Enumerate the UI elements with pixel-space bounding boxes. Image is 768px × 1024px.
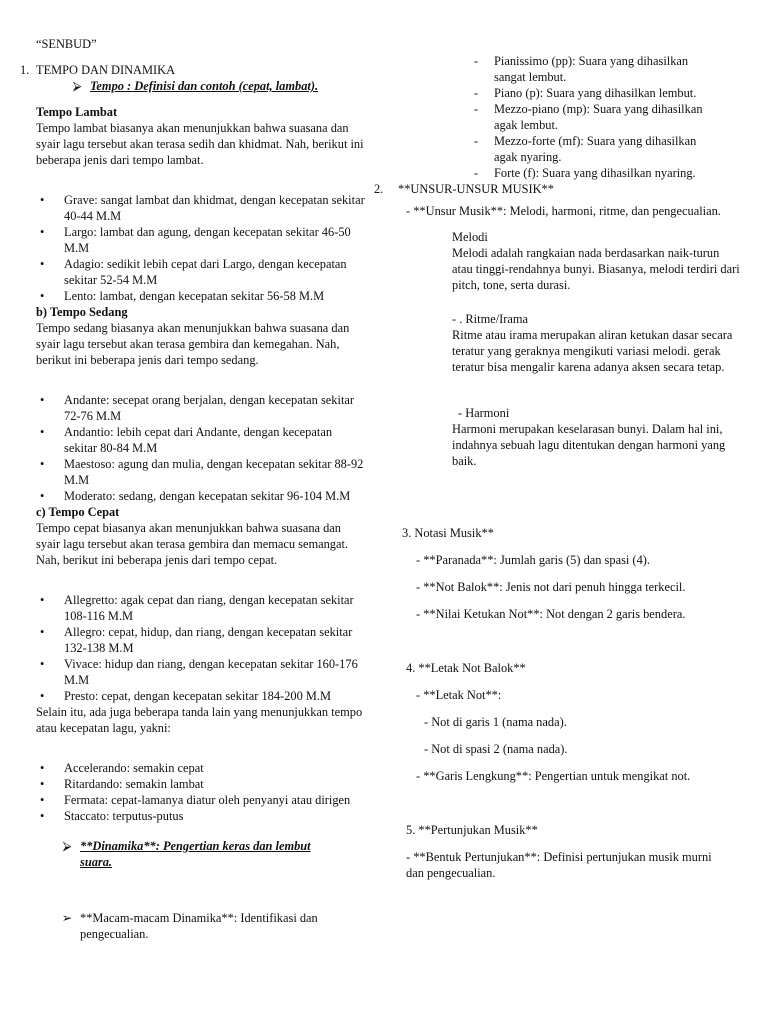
section-1-title: TEMPO DAN DINAMIKA (36, 63, 176, 77)
letak-sub-line: - Not di garis 1 (nama nada). (424, 715, 567, 729)
tanda-list (36, 760, 366, 824)
tempo-lambat-title: Tempo Lambat (36, 105, 118, 119)
list-item: • Maestoso: agung dan mulia, dengan kecepatan sekitar 88-92 M.M (36, 456, 366, 488)
section-2-title: **UNSUR-UNSUR MUSIK** (398, 182, 554, 196)
ritme-text: Ritme atau irama merupakan aliran ketukan dasar secara teratur yang geraknya mengikuti variasi melodi. gerak teratur bisa mengalir karena adanya aksen secara tetap. (452, 328, 733, 374)
list-item: - Pianissimo (pp): Suara yang dihasilkan sangat lembut. (470, 53, 720, 85)
list-item: • Andante: secepat orang berjalan, dengan kecepatan sekitar 72-76 M.M (36, 392, 366, 424)
letak-not-line: - **Letak Not**: (416, 688, 502, 702)
tempo-sedang-list (36, 392, 366, 504)
section-5-heading: 5. **Pertunjukan Musik** (406, 823, 538, 837)
macam-dinamika (36, 910, 366, 942)
notasi-line: - **Not Balok**: Jenis not dari penuh hingga terkecil. (416, 580, 686, 594)
list-item: • Vivace: hidup dan riang, dengan kecepatan sekitar 160-176 M.M (36, 656, 366, 688)
notasi-line: - **Paranada**: Jumlah garis (5) dan spasi (4). (416, 553, 650, 567)
list-item: • Allegretto: agak cepat dan riang, dengan kecepatan sekitar 108-116 M.M (36, 592, 366, 624)
harmoni-title: - Harmoni (458, 406, 510, 420)
section-1-number: 1. (20, 63, 30, 77)
tempo-cepat-title: c) Tempo Cepat (36, 505, 120, 519)
unsur-musik-line: - **Unsur Musik**: Melodi, harmoni, ritme, dan pengecualian. (406, 204, 721, 218)
list-item: - Piano (p): Suara yang dihasilkan lembut. (470, 85, 720, 101)
bentuk-pertunjukan-line: - **Bentuk Pertunjukan**: Definisi pertunjukan musik murni dan pengecualian. (406, 850, 712, 880)
list-item: • Presto: cepat, dengan kecepatan sekitar 184-200 M.M (36, 688, 366, 704)
list-item: • Ritardando: semakin lambat (36, 776, 366, 792)
tempo-cepat-intro: Tempo cepat biasanya akan menunjukkan bahwa suasana dan syair lagu tersebut akan terasa gembira dan memacu semangat. Nah, berikut ini beberapa jenis dari tempo cepat. (36, 521, 349, 567)
ritme-title: - . Ritme/Irama (452, 312, 529, 326)
list-item: • Accelerando: semakin cepat (36, 760, 366, 776)
harmoni-text: Harmoni merupakan keselarasan bunyi. Dalam hal ini, indahnya sebuah lagu ditentukan dengan harmoni yang baik. (452, 422, 726, 468)
list-item: - Mezzo-forte (mf): Suara yang dihasilkan agak nyaring. (470, 133, 720, 165)
list-item: • Andantio: lebih cepat dari Andante, dengan kecepatan sekitar 80-84 M.M (36, 424, 366, 456)
macam-dinamika-text: **Macam-macam Dinamika**: Identifikasi dan pengecualian. (80, 911, 318, 941)
arrow-bullet-icon: ⮚ (62, 839, 72, 853)
right-column (374, 53, 744, 881)
list-item: • Fermata: cepat-lamanya diatur oleh penyanyi atau dirigen (36, 792, 366, 808)
garis-lengkung-line: - **Garis Lengkung**: Pengertian untuk mengikat not. (416, 769, 691, 783)
tempo-cepat-list (36, 592, 366, 704)
left-column (20, 36, 366, 942)
tempo-sedang-intro: Tempo sedang biasanya akan menunjukkan bahwa suasana dan syair lagu tersebut akan terasa gembira dan kemegahan. Nah, berikut ini beberapa jenis dari tempo sedang. (36, 321, 350, 367)
tempo-subheading (36, 78, 366, 94)
list-item: - Forte (f): Suara yang dihasilkan nyaring. (470, 165, 720, 181)
dinamika-list (470, 53, 720, 181)
tanda-intro: Selain itu, ada juga beberapa tanda lain yang menunjukkan tempo atau kecepatan lagu, yakni: (36, 705, 363, 735)
list-item: • Allegro: cepat, hidup, dan riang, dengan kecepatan sekitar 132-138 M.M (36, 624, 366, 656)
section-4-heading: 4. **Letak Not Balok** (406, 661, 526, 675)
tempo-lambat-intro: Tempo lambat biasanya akan menunjukkan bahwa suasana dan syair lagu tersebut akan terasa sedih dan khidmat. Nah, berikut ini beberapa jenis dari tempo lambat. (36, 121, 364, 167)
section-2-number: 2. (374, 182, 384, 196)
document-title: “SENBUD” (36, 37, 97, 51)
melodi-text: Melodi adalah rangkaian nada berdasarkan naik-turun atau tinggi-rendahnya bunyi. Biasanya, melodi terdiri dari pitch, tone, serta durasi. (452, 246, 740, 292)
notasi-lines (374, 552, 744, 622)
list-item: • Grave: sangat lambat dan khidmat, dengan kecepatan sekitar 40-44 M.M (36, 192, 366, 224)
list-item: • Staccato: terputus-putus (36, 808, 366, 824)
letak-lines (374, 687, 744, 784)
section-2-heading (374, 181, 744, 197)
tempo-lambat-list (36, 192, 366, 304)
section-3-heading: 3. Notasi Musik** (402, 526, 494, 540)
notasi-line: - **Nilai Ketukan Not**: Not dengan 2 garis bendera. (416, 607, 686, 621)
section-1-heading (20, 62, 366, 78)
melodi-block (452, 229, 742, 469)
dinamika-heading (36, 838, 366, 870)
tempo-sedang-title: b) Tempo Sedang (36, 305, 128, 319)
letak-sub-line: - Not di spasi 2 (nama nada). (424, 742, 568, 756)
list-item: • Adagio: sedikit lebih cepat dari Largo, dengan kecepatan sekitar 52-54 M.M (36, 256, 366, 288)
dinamika-heading-text: **Dinamika**: Pengertian keras dan lembut suara. (80, 839, 311, 869)
arrow-bullet-icon: ⮚ (72, 79, 82, 93)
arrow-bullet-icon: ➢ (61, 911, 73, 925)
list-item: • Lento: lambat, dengan kecepatan sekitar 56-58 M.M (36, 288, 366, 304)
list-item: - Mezzo-piano (mp): Suara yang dihasilkan agak lembut. (470, 101, 720, 133)
melodi-title: Melodi (452, 230, 488, 244)
list-item: • Largo: lambat dan agung, dengan kecepatan sekitar 46-50 M.M (36, 224, 366, 256)
list-item: • Moderato: sedang, dengan kecepatan sekitar 96-104 M.M (36, 488, 366, 504)
tempo-subheading-text: Tempo : Definisi dan contoh (cepat, lambat). (90, 79, 319, 93)
